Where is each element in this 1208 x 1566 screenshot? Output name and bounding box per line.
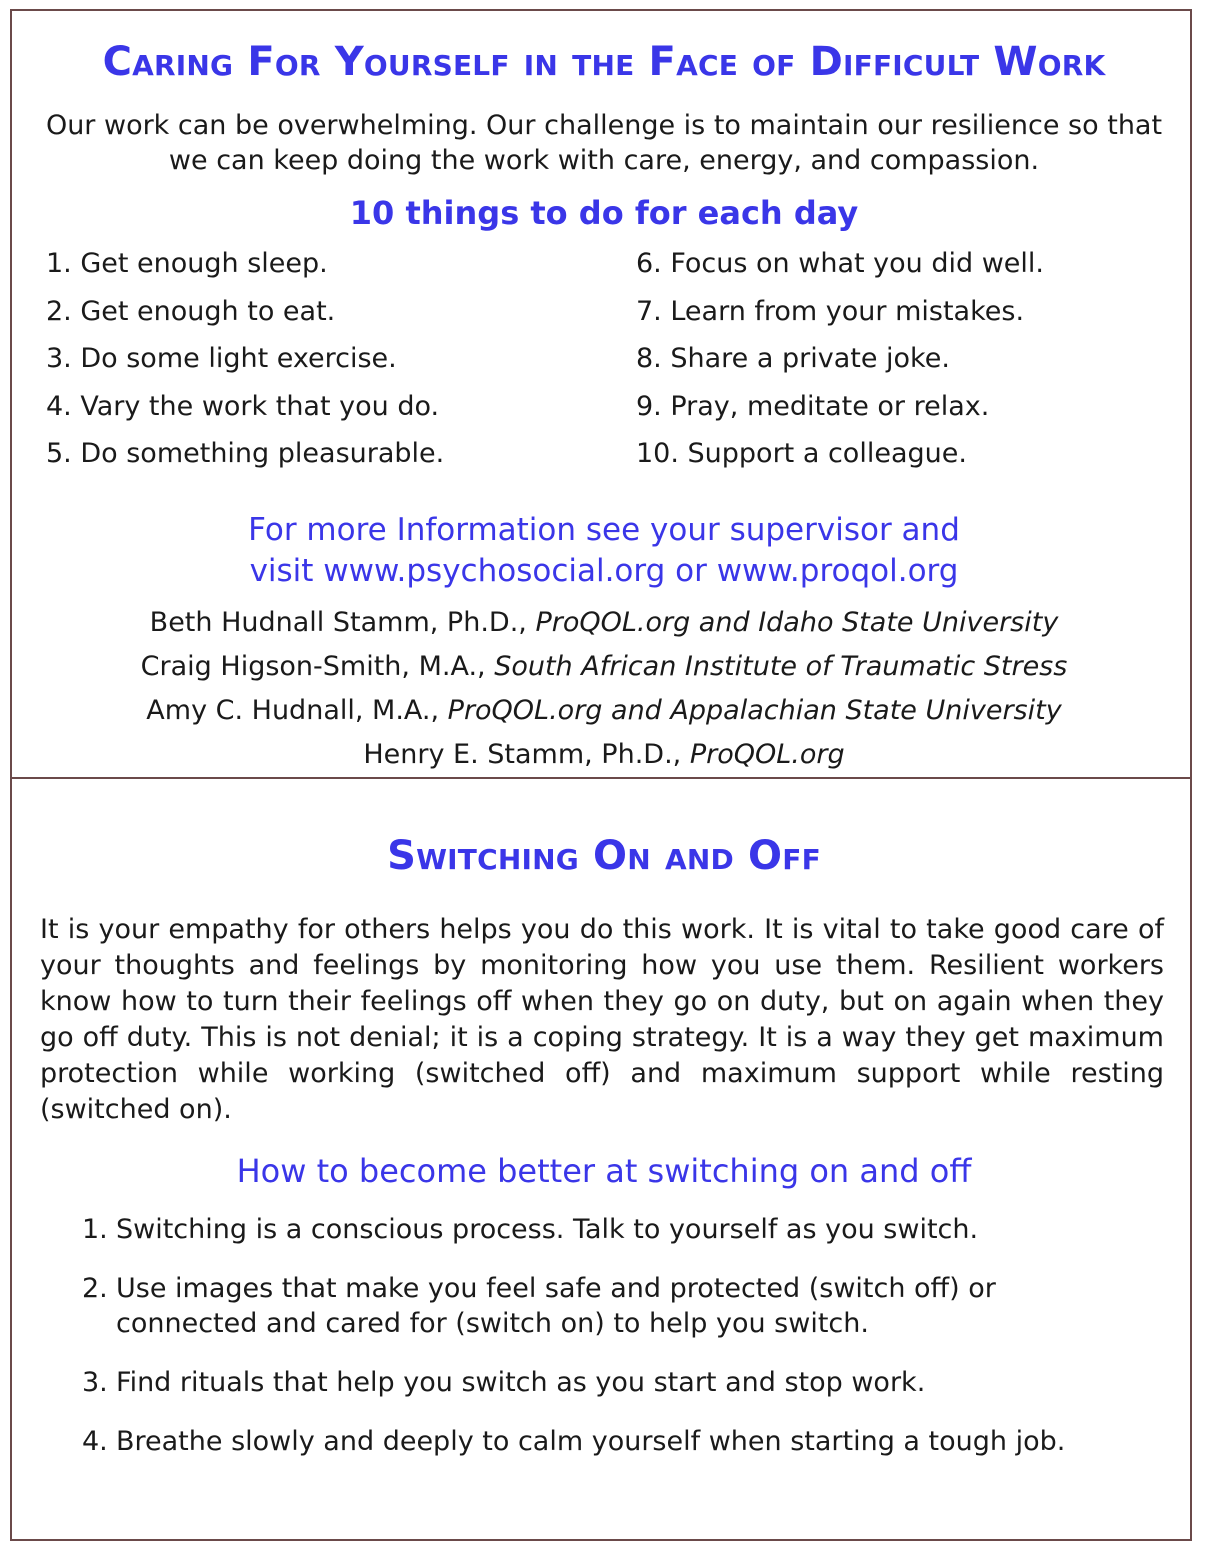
- self-care-title: Caring For Yourself in the Face of Difficult Work: [102, 39, 1106, 85]
- step-number: 4.: [82, 1426, 108, 1457]
- switching-steps: [82, 1212, 1142, 1483]
- self-care-intro: Our work can be overwhelming. Our challenge is to maintain our resilience so that we can keep doing the work with care, energy, and compassion.: [45, 110, 1163, 176]
- list-item: [82, 1212, 1142, 1247]
- author-line: [0, 603, 1208, 647]
- list-item: 7. Learn from your mistakes.: [636, 295, 1025, 327]
- step-number: 3.: [82, 1367, 108, 1398]
- switching-paragraph: It is your empathy for others helps you do this work. It is vital to take good care of your thoughts and feelings by monitoring how you use them. Resilient workers know how to turn their feelings off when they go on duty, but on again when they go off duty. This is not denial; it is a coping strategy. It is a way they get maximum protection while working (switched off) and maximum support while resting (switched on).: [40, 914, 1164, 1125]
- author-affiliation: South African Institute of Traumatic Stress: [494, 651, 1068, 682]
- authors-list: [0, 603, 1208, 779]
- step-number: 2.: [82, 1273, 108, 1304]
- switching-title: Switching On and Off: [387, 833, 821, 879]
- author-name: Henry E. Stamm, Ph.D.,: [363, 739, 690, 770]
- list-item: 8. Share a private joke.: [636, 343, 950, 374]
- list-item: 5. Do something pleasurable.: [46, 438, 445, 469]
- list-item: 10. Support a colleague.: [636, 438, 967, 469]
- author-affiliation: ProQOL.org and Appalachian State University: [447, 695, 1062, 726]
- step-text: Breathe slowly and deeply to calm yourself when starting a tough job.: [116, 1426, 1066, 1457]
- author-name: Beth Hudnall Stamm, Ph.D.,: [149, 607, 536, 638]
- author-line: [0, 647, 1208, 691]
- list-item: 9. Pray, meditate or relax.: [636, 390, 990, 422]
- more-info-line: visit www.psychosocial.org or www.proqol.org: [249, 553, 959, 589]
- daily-list-heading: 10 things to do for each day: [349, 194, 859, 232]
- list-item: 1. Get enough sleep.: [46, 248, 328, 279]
- author-name: Amy C. Hudnall, M.A.,: [146, 695, 448, 726]
- step-text: Use images that make you feel safe and protected (switch off) or connected and cared for (switch on) to help you switch.: [116, 1273, 996, 1339]
- step-number: 1.: [82, 1214, 108, 1245]
- switching-list-heading: How to become better at switching on and off: [236, 1152, 972, 1190]
- author-name: Craig Higson-Smith, M.A.,: [140, 651, 495, 682]
- author-line: [0, 735, 1208, 779]
- author-affiliation: ProQOL.org and Idaho State University: [535, 607, 1059, 638]
- list-item: [82, 1271, 1142, 1341]
- author-line: [0, 691, 1208, 735]
- list-item: 4. Vary the work that you do.: [46, 390, 440, 422]
- more-info-line: For more Information see your supervisor and: [248, 512, 960, 548]
- list-item: 3. Do some light exercise.: [46, 343, 397, 374]
- daily-list-left: [46, 244, 444, 482]
- list-item: 2. Get enough to eat.: [46, 295, 336, 327]
- daily-list-right: [636, 244, 1044, 482]
- step-text: Find rituals that help you switch as you start and stop work.: [116, 1367, 926, 1398]
- list-item: [82, 1424, 1142, 1459]
- list-item: [82, 1365, 1142, 1400]
- list-item: 6. Focus on what you did well.: [636, 248, 1044, 279]
- more-info: [0, 510, 1208, 592]
- author-affiliation: ProQOL.org: [689, 739, 845, 770]
- step-text: Switching is a conscious process. Talk to yourself as you switch.: [116, 1214, 979, 1245]
